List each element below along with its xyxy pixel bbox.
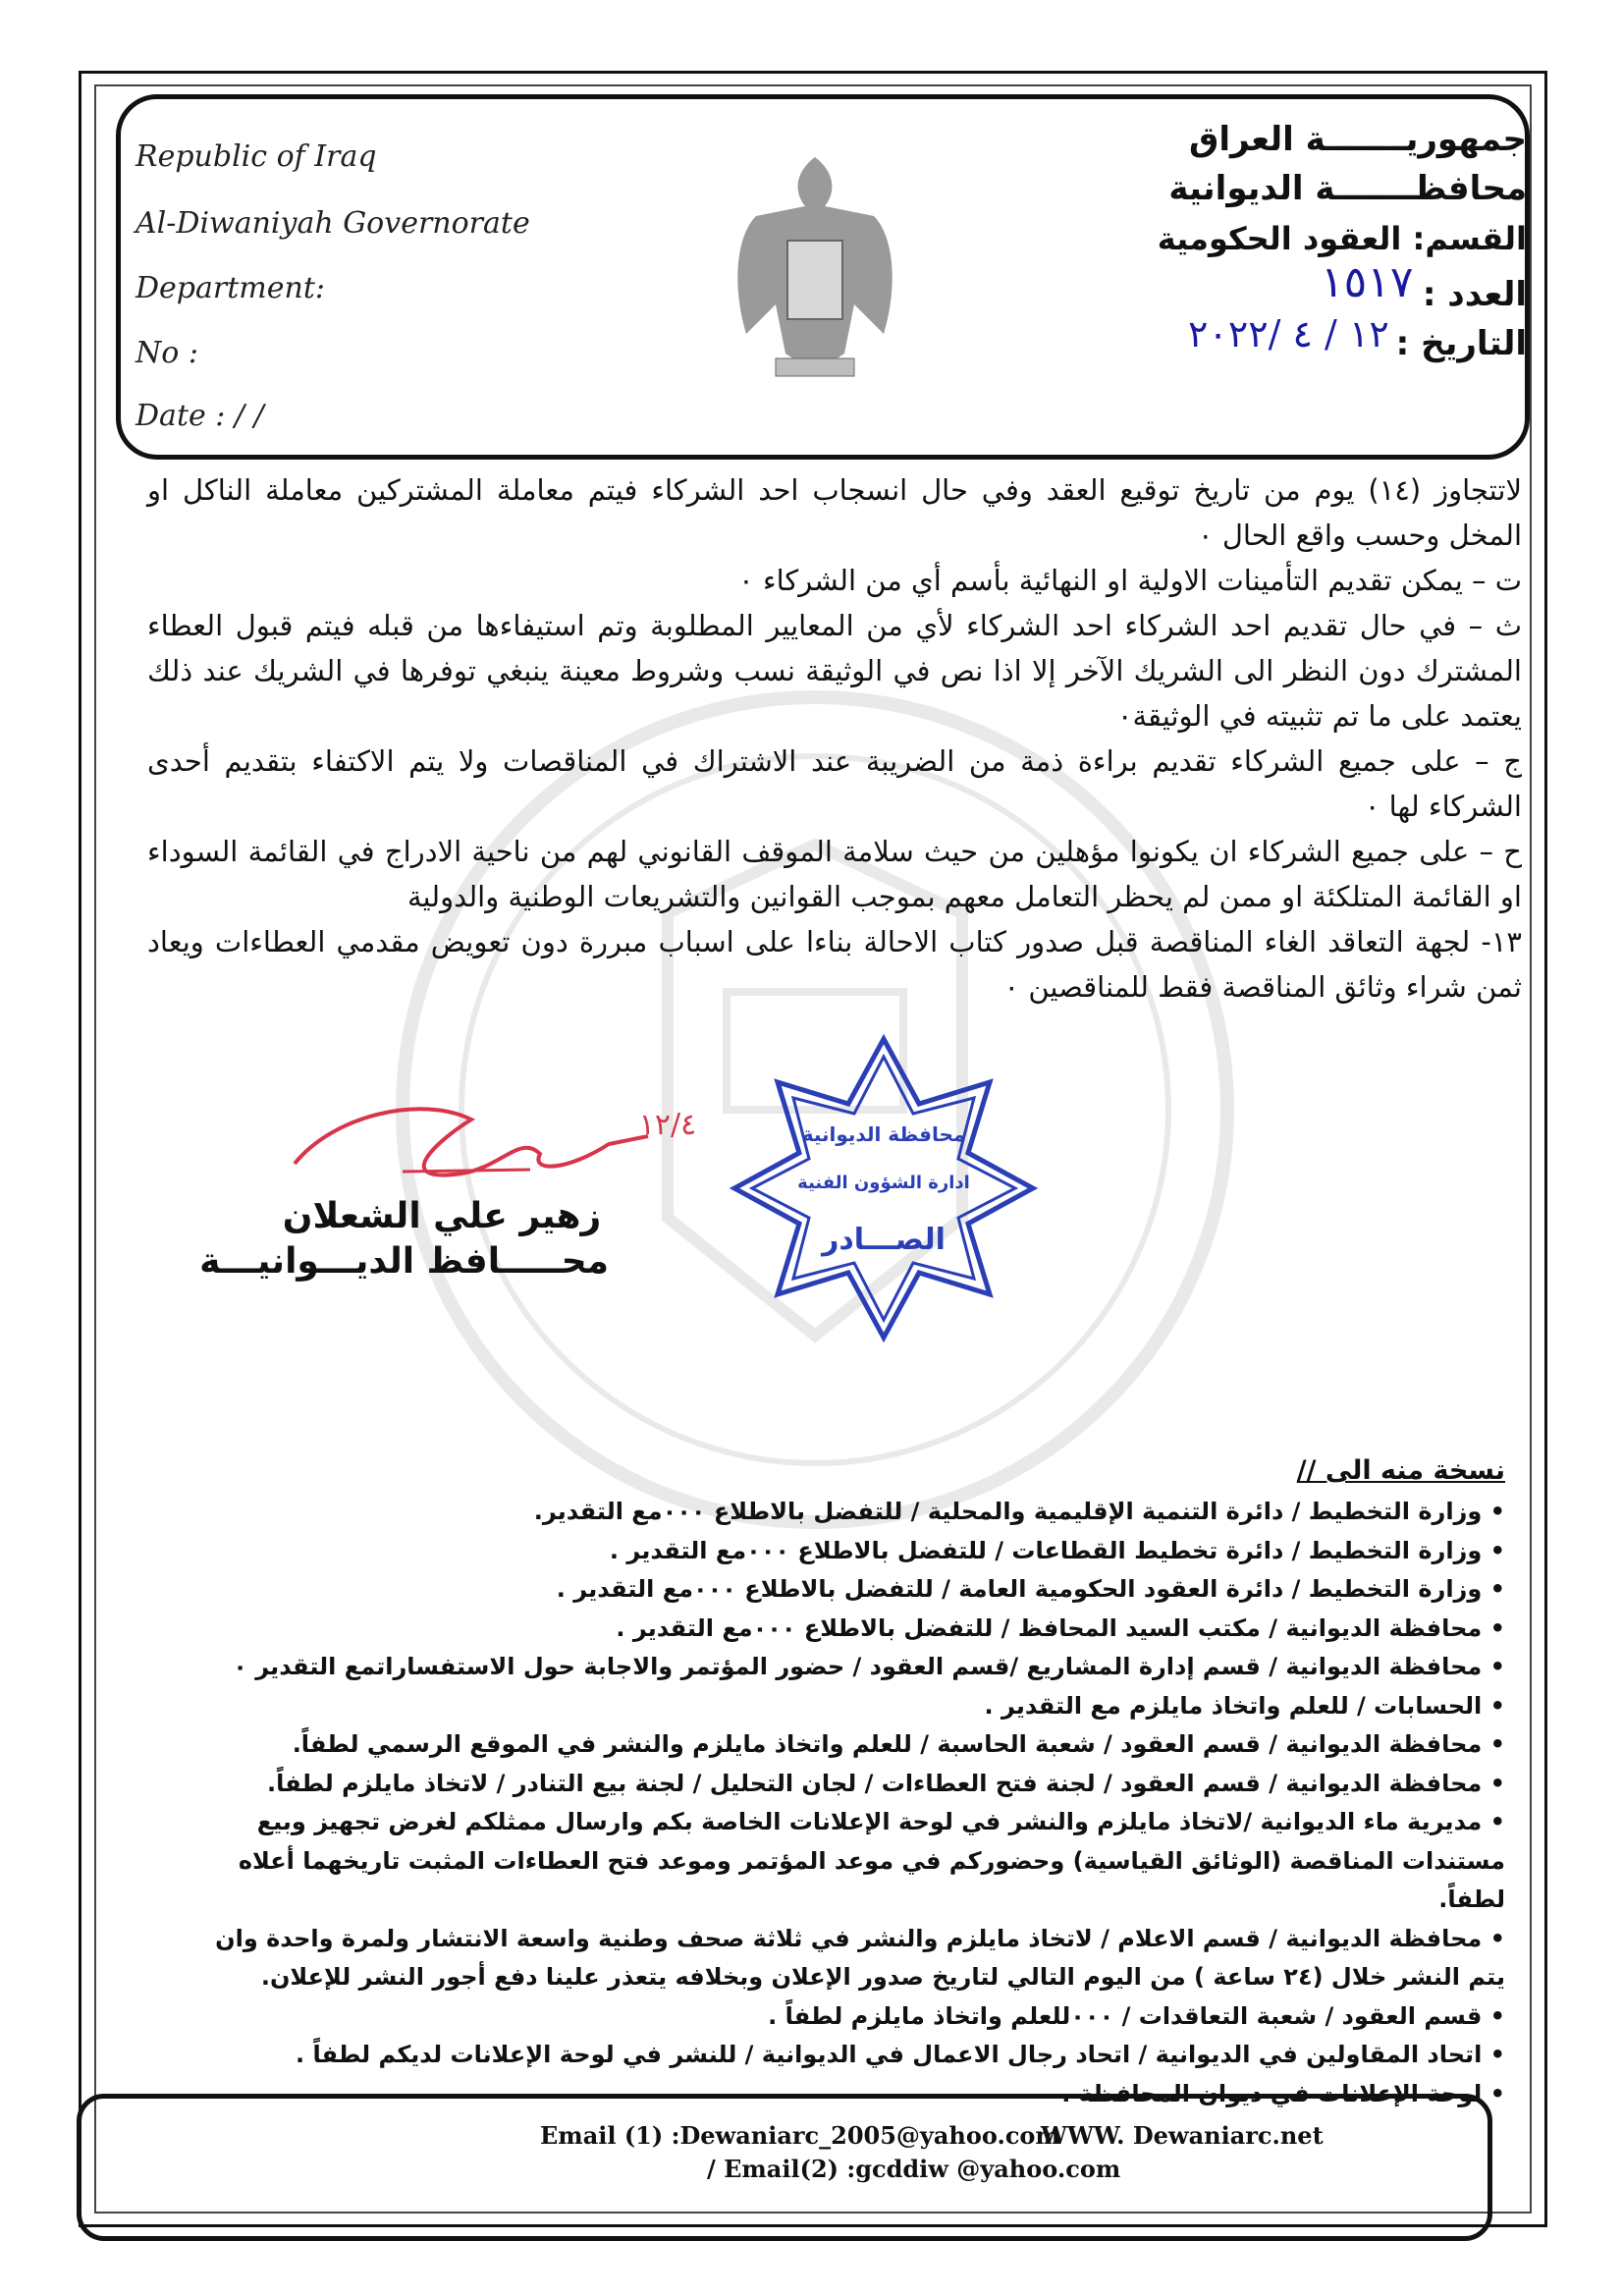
header-department-ar: القسم: العقود الحكومية xyxy=(1157,220,1527,257)
official-stamp xyxy=(727,1031,1041,1345)
header-governorate-en: Al-Diwaniyah Governorate xyxy=(135,206,530,241)
header-country-ar: جمهوريـــــــة العراق xyxy=(1188,120,1527,159)
signature-date: ١٢/٤ xyxy=(638,1108,697,1142)
stamp-line-governorate: محافظة الديوانية xyxy=(801,1122,966,1146)
copies-list-item: • لوحة الإعلانات في ديوان المحافظة . xyxy=(196,2075,1505,2114)
iraq-emblem xyxy=(717,147,913,393)
body-paragraph: ح – على جميع الشركاء ان يكونوا مؤهلين من حيث سلامة الموقف القانوني لهم من ناحية الادراج في القائمة السوداء او القائمة المتلكئة او ممن لم يحظر التعامل معهم بموجب القوانين والتشريعات الوطنية والدولية xyxy=(147,835,1522,913)
copies-list-item: • محافظة الديوانية / قسم العقود / شعبة الحاسبة / للعلم واتخاذ مايلزم والنشر في الموقع الرسمي لطفاً. xyxy=(196,1725,1505,1765)
copies-list-item: • وزارة التخطيط / دائرة التنمية الإقليمية والمحلية / للتفضل بالاطلاع ٠٠٠مع التقدير. xyxy=(196,1493,1505,1532)
header-date-label-en: Date : / / xyxy=(135,399,264,433)
footer-email-primary: Email (1) :Dewaniarc_2005@yahoo.com xyxy=(540,2121,1060,2150)
signatory-name: زهير علي الشعلان xyxy=(282,1196,602,1236)
copies-list-item: • اتحاد المقاولين في الديوانية / اتحاد رجال الاعمال في الديوانية / للنشر في لوحة الإعلانات لديكم لطفاً . xyxy=(196,2036,1505,2075)
copies-list-item: • محافظة الديوانية / قسم إدارة المشاريع /قسم العقود / حضور المؤتمر والاجابة حول الاستفساراتمع التقدير ٠ xyxy=(196,1648,1505,1687)
header-date-value: ١٢ / ٤ /٢٠٢٢ xyxy=(1188,312,1389,355)
header-country-en: Republic of Iraq xyxy=(135,139,377,174)
body-paragraph: ١٣- لجهة التعاقد الغاء المناقصة قبل صدور كتاب الاحالة بناءا على اسباب مبررة دون تعويض مقدمي العطاءات ويعاد ثمن شراء وثائق المناقصة فقط للمناقصين ٠ xyxy=(147,925,1522,1004)
signatory-title: محـــــافظ الديـــوانيـــة xyxy=(199,1241,609,1282)
header-number-label-ar: العدد : xyxy=(1422,275,1527,314)
stamp-line-outgoing: الصـــادر xyxy=(822,1223,946,1257)
copies-list-item: • وزارة التخطيط / دائرة تخطيط القطاعات / للتفضل بالاطلاع ٠٠٠مع التقدير . xyxy=(196,1532,1505,1571)
header-department-label-en: Department: xyxy=(135,271,325,305)
copies-list-item: • محافظة الديوانية / مكتب السيد المحافظ / للتفضل بالاطلاع ٠٠٠مع التقدير . xyxy=(196,1610,1505,1649)
body-paragraph: ث – في حال تقديم احد الشركاء احد الشركاء لأي من المعايير المطلوبة وتم استيفاءها من قبله فيتم قبول العطاء المشترك دون النظر الى الشريك الآخر إلا اذا نص في الوثيقة نسب وشروط معينة ينبغي توفرها في الشريك عند ذلك يعتمد على ما تم تثبيته في الوثيقة٠ xyxy=(147,609,1522,733)
body-paragraph: لاتتجاوز (١٤) يوم من تاريخ توقيع العقد وفي حال انسجاب احد الشركاء فيتم معاملة المشتركين معاملة الناكل او المخل وحسب واقع الحال ٠ xyxy=(147,473,1522,552)
stamp-line-department: ادارة الشؤون الفنية xyxy=(797,1173,970,1193)
body-paragraph: ت – يمكن تقديم التأمينات الاولية او النهائية بأسم أي من الشركاء ٠ xyxy=(738,564,1522,597)
copies-heading: نسخة منه الى // xyxy=(1296,1455,1505,1486)
header-governorate-ar: محافظـــــــة الديوانية xyxy=(1168,169,1527,208)
copies-list-item: • الحسابات / للعلم واتخاذ مايلزم مع التقدير . xyxy=(196,1687,1505,1726)
footer-email-secondary: / Email(2) :gcddiw @yahoo.com xyxy=(707,2155,1121,2183)
copies-list-item: • محافظة الديوانية / قسم الاعلام / لاتخاذ مايلزم والنشر في ثلاثة صحف وطنية واسعة الانتشار ولمرة واحدة وان يتم النشر خلال (٢٤ ساعة ) من اليوم التالي لتاريخ صدور الإعلان وبخلافه يتعذر علينا دفع أجور النشر للإعلان. xyxy=(196,1920,1505,1997)
body-paragraph: ج – على جميع الشركاء تقديم براءة ذمة من الضريبة عند الاشتراك في المناقصات ولا يتم الاكتفاء بتقديم أحدى الشركاء لها ٠ xyxy=(147,744,1522,823)
copies-list-item: • مديرية ماء الديوانية /لاتخاذ مايلزم والنشر في لوحة الإعلانات الخاصة بكم وارسال ممثلكم لغرض تجهيز وبيع مستندات المناقصة (الوثائق القياسية) وحضوركم في موعد المؤتمر وموعد فتح العطاءات المثبت تاريخهما أعلاه لطفاً. xyxy=(196,1803,1505,1920)
copies-list-item: • قسم العقود / شعبة التعاقدات / ٠٠٠للعلم واتخاذ مايلزم لطفاً . xyxy=(196,1997,1505,2037)
copies-list xyxy=(196,1493,1505,2113)
header-number-label-en: No : xyxy=(135,336,198,370)
footer-website: WWW. Dewaniarc.net xyxy=(1041,2121,1324,2150)
header-number-value: ١٥١٧ xyxy=(1321,257,1414,307)
copies-list-item: • محافظة الديوانية / قسم العقود / لجنة فتح العطاءات / لجان التحليل / لجنة بيع التنادر / لاتخاذ مايلزم لطفاً. xyxy=(196,1765,1505,1804)
copies-list-item: • وزارة التخطيط / دائرة العقود الحكومية العامة / للتفضل بالاطلاع ٠٠٠مع التقدير . xyxy=(196,1570,1505,1610)
body-text xyxy=(147,467,1522,1010)
header-date-label-ar: التاريخ : xyxy=(1395,324,1527,363)
